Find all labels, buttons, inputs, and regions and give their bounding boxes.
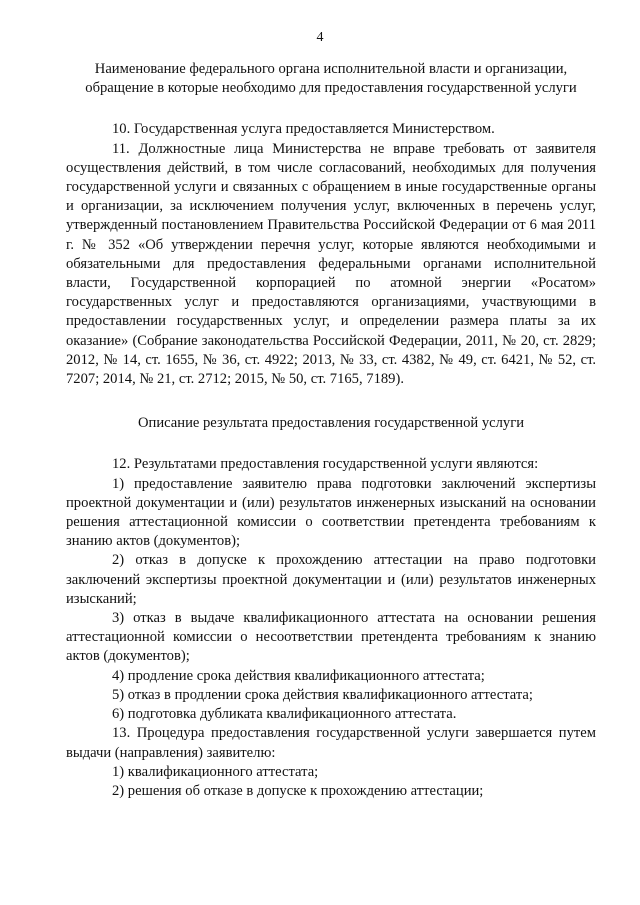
paragraph-12-item-6: 6) подготовка дубликата квалификационного аттестата. [112,706,457,723]
document-body [66,60,596,801]
paragraph-12-item-3: 3) отказ в выдаче квалификационного аттестата на основании решения аттестационной комиссии о несоответствии претендента требованиям к знанию актов (документов); [66,610,596,665]
paragraph-12-item-1: 1) предоставление заявителю права подготовки заключений экспертизы проектной документации и (или) результатов инженерных изысканий на основании решения аттестационной комиссии о соответствии претендента требованиям к знанию актов (документов); [66,475,596,550]
section-heading-agency [66,60,596,98]
paragraph-12-item-4: 4) продление срока действия квалификационного аттестата; [112,667,485,684]
paragraph-13-item-2: 2) решения об отказе в допуске к прохождению аттестации; [112,782,484,799]
section-heading-result: Описание результата предоставления государственной услуги [137,415,525,432]
section-heading-agency-line2: обращение в которые необходимо для предоставления государственной услуги [85,80,577,97]
paragraph-12: 12. Результатами предоставления государственной услуги являются: [112,456,539,473]
paragraph-13: 13. Процедура предоставления государственной услуги завершается путем выдачи (направления) заявителю: [66,725,596,761]
page-number: 4 [316,30,324,45]
paragraph-12-item-5: 5) отказ в продлении срока действия квалификационного аттестата; [112,686,533,703]
paragraph-11: 11. Должностные лица Министерства не вправе требовать от заявителя осуществления действий, в том числе согласований, необходимых для получения государственной услуги и связанных с обращением в иные государственные органы и организации, за исключением получения услуг, включенных в перечень услуг, утвержденный постановлением Правительства Российской Федерации от 6 мая 2011 г. № 352 «Об утверждении перечня услуг, которые являются необходимыми и обязательными для предоставления федеральными органами исполнительной власти, Государственной корпорацией по атомной энергии «Росатом» государственных услуг и предоставляются организациями, участвующими в предоставлении государственных услуг, и определении размера платы за их оказание» (Собрание законодательства Российской Федерации, 2011, № 20, ст. 2829; 2012, № 14, ст. 1655, № 36, ст. 4922; 2013, № 33, ст. 4382, № 49, ст. 6421, № 52, ст. 7207; 2014, № 21, ст. 2712; 2015, № 50, ст. 7165, 7189). [66,140,596,388]
paragraph-10: 10. Государственная услуга предоставляется Министерством. [112,121,495,138]
paragraph-13-item-1: 1) квалификационного аттестата; [112,763,319,780]
section-heading-agency-line1: Наименование федерального органа исполнительной власти и организации, [94,61,568,77]
paragraph-12-item-2: 2) отказ в допуске к прохождению аттестации на право подготовки заключений экспертизы проектной документации и (или) результатов инженерных изысканий; [66,552,596,607]
